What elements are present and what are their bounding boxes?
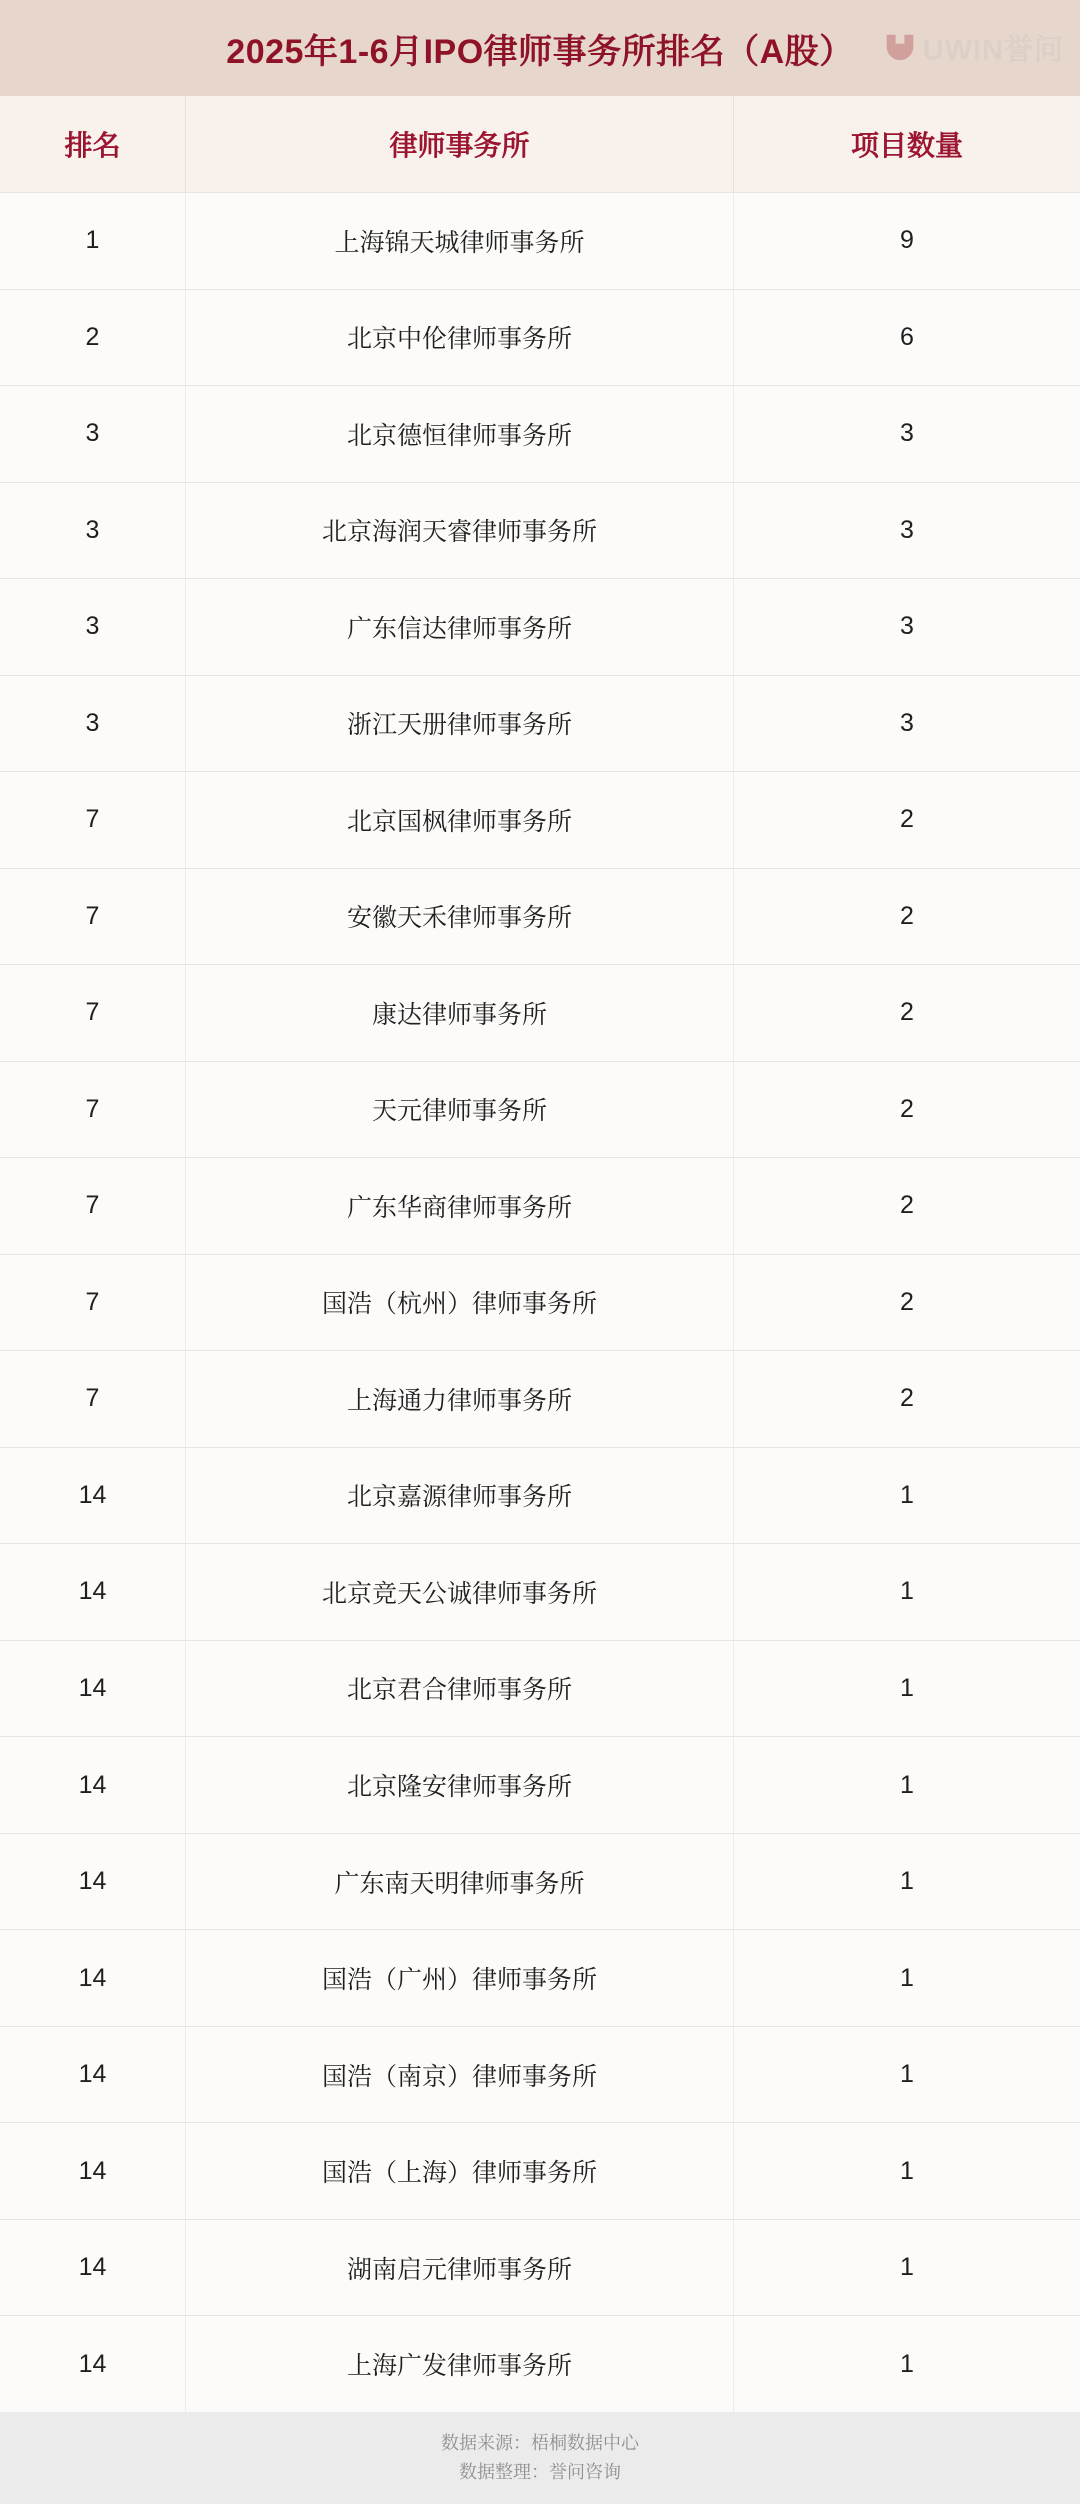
firm-name-cell: 北京中伦律师事务所	[186, 290, 734, 386]
title-bar	[0, 0, 1080, 96]
rank-cell: 14	[0, 1448, 186, 1544]
firm-name-cell: 北京海润天睿律师事务所	[186, 483, 734, 579]
table-row	[0, 964, 1080, 1061]
firm-name-cell: 北京君合律师事务所	[186, 1641, 734, 1737]
project-count-cell: 1	[900, 1577, 914, 1606]
uwin-logo-icon	[882, 33, 918, 64]
rank-cell: 14	[0, 1834, 186, 1930]
rank-cell: 2	[0, 290, 186, 386]
table-row	[0, 1929, 1080, 2026]
rank-cell: 14	[0, 1641, 186, 1737]
rank-cell: 3	[0, 483, 186, 579]
firm-name-cell: 康达律师事务所	[186, 965, 734, 1061]
project-count-cell: 3	[900, 419, 914, 448]
data-source-line: 数据来源：梧桐数据中心	[441, 2433, 639, 2454]
table-row	[0, 1833, 1080, 1930]
rank-cell: 14	[0, 2123, 186, 2219]
firm-name-cell: 上海通力律师事务所	[186, 1351, 734, 1447]
table-row	[0, 868, 1080, 965]
project-count-cell: 2	[900, 1191, 914, 1220]
rank-cell: 14	[0, 1930, 186, 2026]
source-footer	[0, 2412, 1080, 2504]
column-header-rank: 排名	[0, 96, 186, 192]
table-row	[0, 1447, 1080, 1544]
page-title: 2025年1-6月IPO律师事务所排名（A股）	[226, 32, 854, 71]
firm-name-cell: 安徽天禾律师事务所	[186, 869, 734, 965]
brand-watermark-text: UWIN誉问	[922, 34, 1064, 67]
firm-name-cell: 北京国枫律师事务所	[186, 772, 734, 868]
project-count-cell: 1	[900, 1673, 914, 1702]
rank-cell: 1	[0, 193, 186, 289]
project-count-cell: 2	[900, 1094, 914, 1123]
rank-cell: 14	[0, 1544, 186, 1640]
firm-name-cell: 浙江天册律师事务所	[186, 676, 734, 772]
table-row	[0, 1061, 1080, 1158]
rank-cell: 7	[0, 965, 186, 1061]
table-row	[0, 1350, 1080, 1447]
project-count-cell: 1	[900, 1963, 914, 1992]
table-row	[0, 289, 1080, 386]
project-count-cell: 2	[900, 1384, 914, 1413]
project-count-cell: 1	[900, 2349, 914, 2378]
firm-name-cell: 国浩（南京）律师事务所	[186, 2027, 734, 2123]
project-count-cell: 6	[900, 322, 914, 351]
firm-name-cell: 北京竞天公诚律师事务所	[186, 1544, 734, 1640]
firm-name-cell: 北京嘉源律师事务所	[186, 1448, 734, 1544]
project-count-cell: 2	[900, 998, 914, 1027]
table-row	[0, 771, 1080, 868]
firm-name-cell: 广东南天明律师事务所	[186, 1834, 734, 1930]
rank-cell: 14	[0, 2027, 186, 2123]
table-row	[0, 1543, 1080, 1640]
project-count-cell: 1	[900, 2253, 914, 2282]
project-count-cell: 1	[900, 1770, 914, 1799]
column-header-count: 项目数量	[850, 130, 963, 161]
project-count-cell: 9	[900, 226, 914, 255]
table-row	[0, 578, 1080, 675]
table-row	[0, 1736, 1080, 1833]
project-count-cell: 3	[900, 515, 914, 544]
column-header-firm: 律师事务所	[186, 96, 734, 192]
rank-cell: 3	[0, 579, 186, 675]
firm-name-cell: 国浩（杭州）律师事务所	[186, 1255, 734, 1351]
project-count-cell: 1	[900, 2156, 914, 2185]
firm-name-cell: 天元律师事务所	[186, 1062, 734, 1158]
table-row	[0, 675, 1080, 772]
table-row	[0, 1157, 1080, 1254]
brand-watermark	[882, 28, 1064, 69]
firm-name-cell: 广东信达律师事务所	[186, 579, 734, 675]
rank-cell: 7	[0, 1158, 186, 1254]
table-row	[0, 2026, 1080, 2123]
project-count-cell: 1	[900, 1480, 914, 1509]
data-compiler-line: 数据整理：誉问咨询	[459, 2462, 621, 2482]
table-row	[0, 2315, 1080, 2412]
rank-cell: 14	[0, 1737, 186, 1833]
firm-name-cell: 北京隆安律师事务所	[186, 1737, 734, 1833]
firm-name-cell: 国浩（上海）律师事务所	[186, 2123, 734, 2219]
firm-name-cell: 广东华商律师事务所	[186, 1158, 734, 1254]
firm-name-cell: 湖南启元律师事务所	[186, 2220, 734, 2316]
firm-name-cell: 国浩（广州）律师事务所	[186, 1930, 734, 2026]
rank-cell: 7	[0, 869, 186, 965]
table-header-row	[0, 96, 1080, 192]
project-count-cell: 2	[900, 805, 914, 834]
firm-name-cell: 上海锦天城律师事务所	[186, 193, 734, 289]
table-row	[0, 2122, 1080, 2219]
project-count-cell: 1	[900, 1867, 914, 1896]
project-count-cell: 3	[900, 612, 914, 641]
rank-cell: 3	[0, 676, 186, 772]
project-count-cell: 2	[900, 901, 914, 930]
firm-name-cell: 北京德恒律师事务所	[186, 386, 734, 482]
rank-cell: 7	[0, 1351, 186, 1447]
rank-cell: 7	[0, 772, 186, 868]
table-row	[0, 1640, 1080, 1737]
project-count-cell: 1	[900, 2060, 914, 2089]
rank-cell: 7	[0, 1255, 186, 1351]
table-row	[0, 482, 1080, 579]
table-row	[0, 1254, 1080, 1351]
table-body	[0, 192, 1080, 2412]
rank-cell: 3	[0, 386, 186, 482]
table-row	[0, 2219, 1080, 2316]
rank-cell: 14	[0, 2316, 186, 2412]
rank-cell: 7	[0, 1062, 186, 1158]
rank-cell: 14	[0, 2220, 186, 2316]
project-count-cell: 3	[900, 708, 914, 737]
project-count-cell: 2	[900, 1287, 914, 1316]
firm-name-cell: 上海广发律师事务所	[186, 2316, 734, 2412]
table-row	[0, 385, 1080, 482]
table-row	[0, 192, 1080, 289]
